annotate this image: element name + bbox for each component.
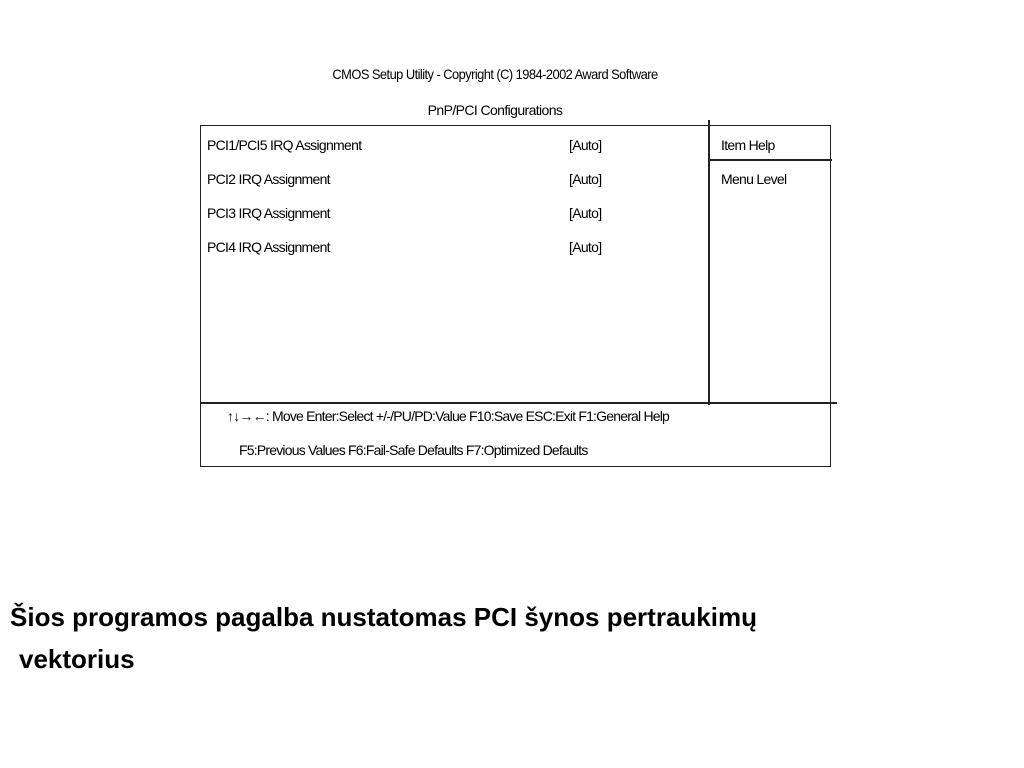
caption-line-2: vektorius: [19, 644, 135, 674]
key-legend-line-1: ↑↓→←: Move Enter:Select +/-/PU/PD:Value F10:Save ESC:Exit F1:General Help: [227, 408, 670, 424]
settings-panel: [201, 126, 709, 403]
setting-label: PCI1/PCI5 IRQ Assignment: [207, 137, 362, 153]
panel-divider: [708, 120, 710, 405]
setting-value[interactable]: [Auto]: [569, 137, 602, 153]
item-help-title: Item Help: [721, 137, 775, 153]
setting-value[interactable]: [Auto]: [569, 239, 602, 255]
setting-value[interactable]: [Auto]: [569, 205, 602, 221]
help-header-divider: [708, 159, 832, 161]
item-help-text: Menu Level: [721, 171, 787, 187]
footer-divider: [201, 402, 837, 404]
setting-label: PCI4 IRQ Assignment: [207, 239, 330, 255]
setting-label: PCI3 IRQ Assignment: [207, 205, 330, 221]
caption-line-1: Šios programos pagalba nustatomas PCI šynos pertraukimų: [10, 602, 757, 632]
setting-value[interactable]: [Auto]: [569, 171, 602, 187]
bios-title: CMOS Setup Utility - Copyright (C) 1984-2002 Award Software: [332, 66, 658, 82]
setting-row-pci4-irq[interactable]: [207, 239, 707, 261]
setting-row-pci3-irq[interactable]: [207, 205, 707, 227]
key-legend-line-2: F5:Previous Values F6:Fail-Safe Defaults F7:Optimized Defaults: [239, 442, 588, 458]
bios-page-title: PnP/PCI Configurations: [427, 102, 563, 118]
setting-row-pci1-pci5-irq[interactable]: [207, 137, 707, 159]
setting-row-pci2-irq[interactable]: [207, 171, 707, 193]
slide-caption: [10, 596, 1010, 680]
bios-window: [200, 125, 831, 467]
setting-label: PCI2 IRQ Assignment: [207, 171, 330, 187]
